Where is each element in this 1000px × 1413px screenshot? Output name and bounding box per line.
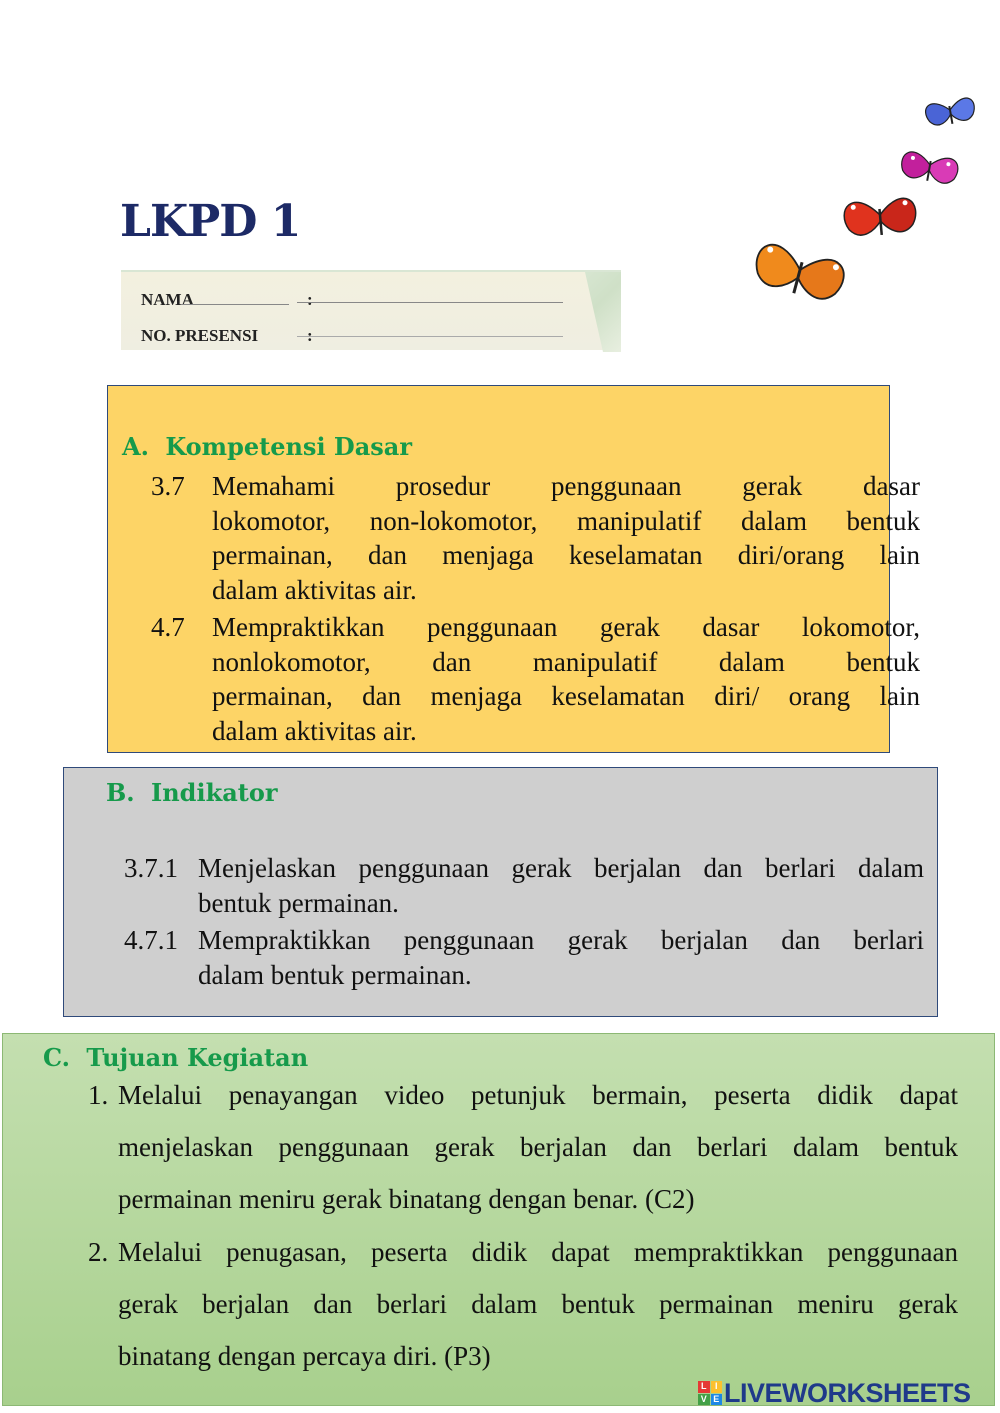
item-line: Mempraktikkan penggunaan gerak berjalan dan berlari <box>198 925 924 955</box>
identity-block <box>121 270 621 350</box>
blue-butterfly-icon <box>924 97 976 128</box>
item-line: permainan, dan menjaga keselamatan diri/ orang lain <box>212 681 920 711</box>
item-line: gerak berjalan dan berlari dalam bentuk permainan meniru gerak <box>118 1289 958 1319</box>
liveworksheets-text: LIVEWORKSHEETS <box>724 1377 971 1408</box>
logo-letter: L <box>698 1381 710 1393</box>
logo-letter: V <box>698 1394 710 1406</box>
section-b-heading <box>106 778 278 807</box>
item-text <box>212 469 920 607</box>
item-line: dalam aktivitas air. <box>212 715 417 746</box>
item-line: menjelaskan penggunaan gerak berjalan dan berlari dalam bentuk <box>118 1132 958 1162</box>
item-line: permainan, dan menjaga keselamatan diri/orang lain <box>212 540 920 570</box>
item-line: bentuk permainan. <box>198 887 399 918</box>
item-number: 3.7 <box>151 471 185 501</box>
item-text <box>212 610 920 748</box>
presensi-label: NO. PRESENSI <box>141 326 259 345</box>
list-item <box>124 923 924 993</box>
pink-butterfly-icon <box>899 150 959 185</box>
item-line: Melalui penayangan video petunjuk bermain, peserta didik dapat <box>118 1080 958 1110</box>
name-label: NAMA <box>141 290 194 309</box>
item-text <box>118 1226 958 1382</box>
name-colon: : <box>307 290 313 309</box>
item-text <box>118 1069 958 1225</box>
item-line: Melalui penugasan, peserta didik dapat mempraktikkan penggunaan <box>118 1237 958 1267</box>
item-number: 2. <box>88 1237 109 1267</box>
item-line: lokomotor, non-lokomotor, manipulatif dalam bentuk <box>212 505 920 536</box>
name-dotted-line <box>181 304 289 305</box>
presensi-answer-line[interactable] <box>297 336 563 337</box>
item-number: 4.7.1 <box>124 925 178 955</box>
item-line: Memahami prosedur penggunaan gerak dasar <box>212 471 920 501</box>
section-b-box <box>63 767 938 1017</box>
item-text <box>198 851 924 920</box>
presensi-colon: : <box>307 326 313 345</box>
section-a-box <box>107 385 920 753</box>
section-c-heading <box>43 1043 308 1072</box>
item-line: dalam bentuk permainan. <box>198 959 472 990</box>
item-line: dalam aktivitas air. <box>212 574 417 605</box>
liveworksheets-watermark[interactable] <box>698 1378 971 1408</box>
logo-letter: I <box>711 1381 723 1393</box>
item-line: binatang dengan percaya diri. (P3) <box>118 1341 491 1371</box>
item-line: Mempraktikkan penggunaan gerak dasar lokomotor, <box>212 612 920 642</box>
section-c-letter: C. <box>43 1043 71 1072</box>
red-butterfly-icon <box>843 197 917 238</box>
section-a-title: Kompetensi Dasar <box>165 432 412 461</box>
section-c-box <box>2 1033 995 1406</box>
section-b-letter: B. <box>106 778 135 807</box>
presensi-row <box>141 326 313 346</box>
orange-butterfly-icon <box>751 241 847 304</box>
item-text <box>198 923 924 992</box>
item-line: Menjelaskan penggunaan gerak berjalan dan berlari dalam <box>198 853 924 883</box>
section-a-letter: A. <box>122 432 149 461</box>
item-number: 4.7 <box>151 612 185 642</box>
page-title: LKPD 1 <box>120 196 301 247</box>
item-number: 3.7.1 <box>124 853 178 883</box>
item-line: permainan meniru gerak binatang dengan benar. (C2) <box>118 1184 695 1214</box>
logo-letter: E <box>711 1394 723 1406</box>
list-item <box>151 469 920 609</box>
section-b-title: Indikator <box>151 778 278 807</box>
section-c-title: Tujuan Kegiatan <box>86 1043 309 1072</box>
name-row <box>141 290 313 310</box>
leaf-decoration <box>561 272 621 352</box>
list-item <box>88 1069 958 1229</box>
item-number: 1. <box>88 1080 109 1110</box>
list-item <box>124 851 924 921</box>
list-item <box>151 610 920 750</box>
butterflies-illustration <box>745 85 995 320</box>
item-line: nonlokomotor, dan manipulatif dalam bentuk <box>212 646 920 677</box>
name-answer-line[interactable] <box>297 302 563 303</box>
liveworksheets-logo-icon <box>698 1381 722 1405</box>
list-item <box>88 1226 958 1386</box>
section-a-heading <box>122 432 412 461</box>
